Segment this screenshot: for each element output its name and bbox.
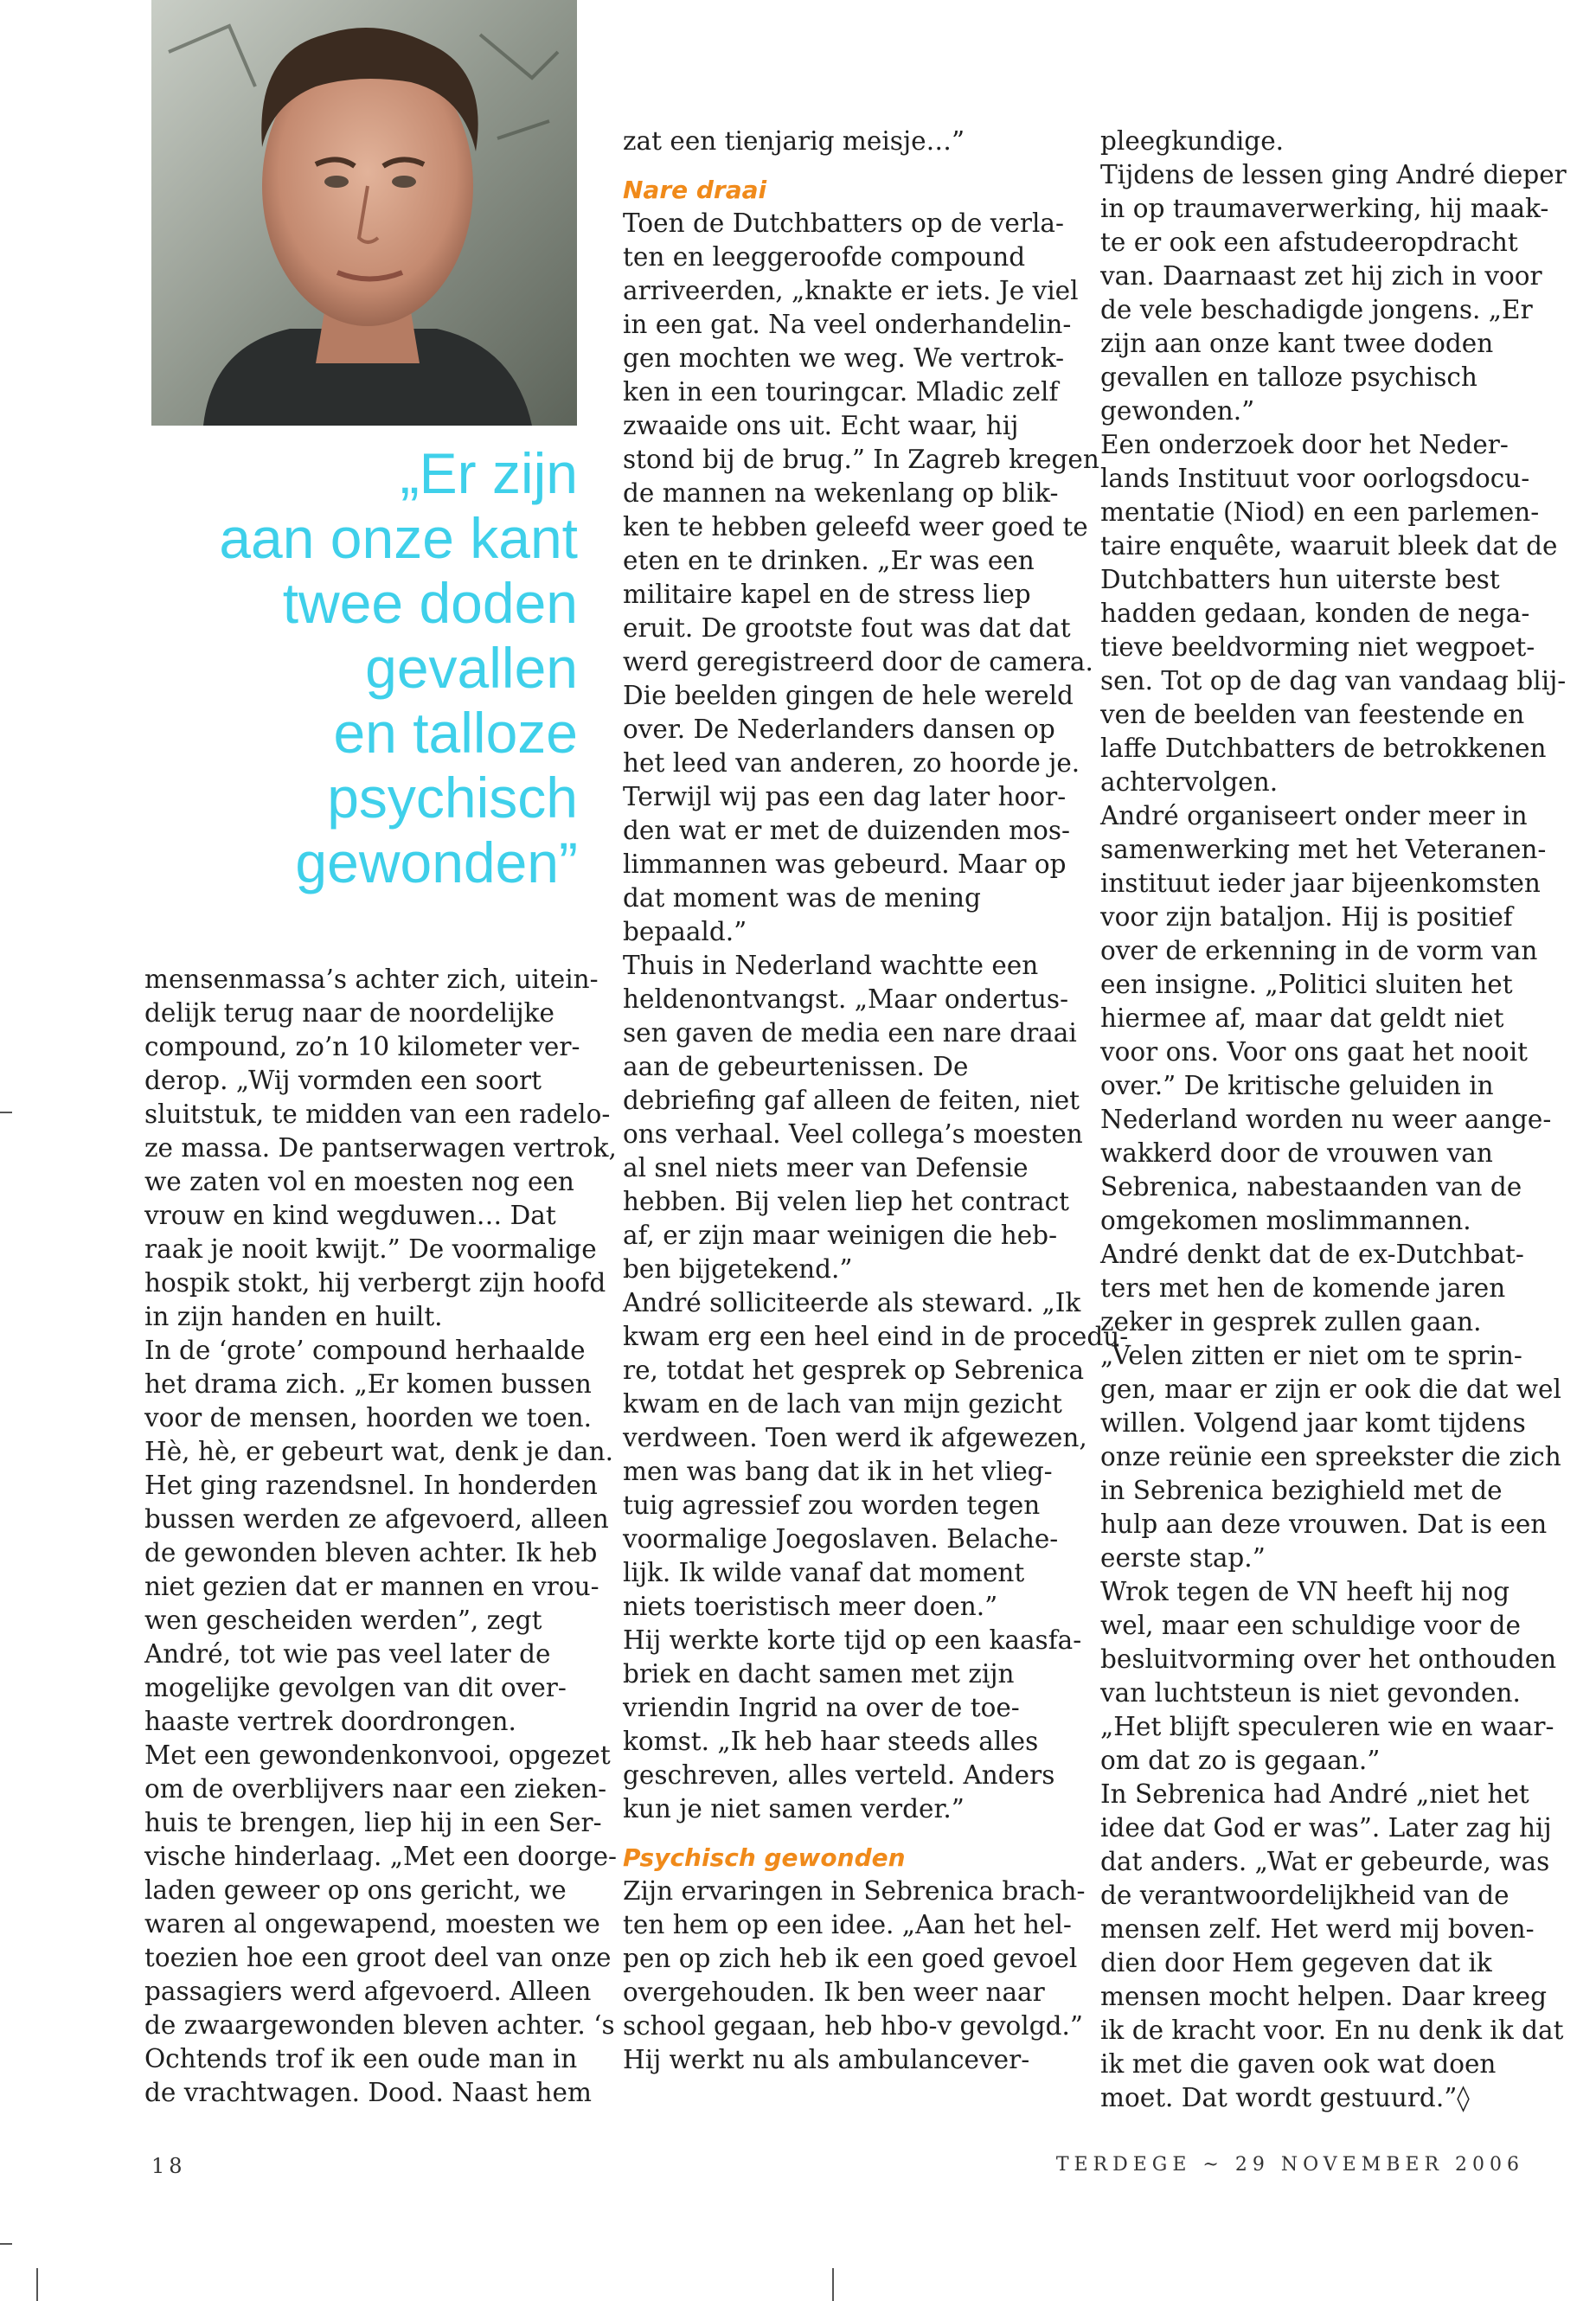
text-line: zat een tienjarig meisje…” <box>623 126 965 156</box>
pull-quote-line: gevallen <box>365 636 578 700</box>
text-line: pleegkundige. <box>1100 126 1285 156</box>
text-line: kwam erg een heel eind in de procedu- <box>623 1322 1129 1351</box>
text-line: Hè, hè, er gebeurt wat, denk je dan. <box>144 1437 613 1466</box>
text-line: in op traumaverwerking, hij maak- <box>1100 194 1549 223</box>
text-line: om de overblijvers naar een zieken- <box>144 1774 607 1804</box>
text-line: toezien hoe een groot deel van onze <box>144 1943 612 1972</box>
text-line: mensen zelf. Het werd mij boven- <box>1100 1914 1535 1944</box>
text-line: Hij werkte korte tijd op een kaasfa- <box>623 1625 1082 1655</box>
text-line: ken in een touringcar. Mladic zelf <box>623 377 1059 407</box>
text-line: limmannen was gebeurd. Maar op <box>623 849 1067 879</box>
text-line: taire enquête, waaruit bleek dat de <box>1100 531 1558 561</box>
text-line: een insigne. „Politici sluiten het <box>1100 970 1513 999</box>
text-line: af, er zijn maar weinigen die heb- <box>623 1221 1058 1250</box>
text-line: bussen werden ze afgevoerd, alleen <box>144 1504 609 1534</box>
text-line: André denkt dat de ex-Dutchbat- <box>1100 1240 1524 1269</box>
text-line: omgekomen moslimmannen. <box>1100 1206 1471 1235</box>
text-line: André solliciteerde als steward. „Ik <box>623 1288 1081 1317</box>
text-line: bepaald.” <box>623 917 747 946</box>
text-line: mensenmassa’s achter zich, uitein- <box>144 965 599 994</box>
text-line: raak je nooit kwijt.” De voormalige <box>144 1234 597 1264</box>
text-line: haaste vertrek doordrongen. <box>144 1707 516 1736</box>
crop-mark <box>0 2243 12 2245</box>
text-line: voor ons. Voor ons gaat het nooit <box>1100 1037 1528 1067</box>
text-line: Hij werkt nu als ambulancever- <box>623 2045 1030 2074</box>
text-line: ben bijgetekend.” <box>623 1254 853 1284</box>
text-line: Thuis in Nederland wachtte een <box>623 951 1039 980</box>
text-line: zijn aan onze kant twee doden <box>1100 329 1494 358</box>
text-line: Die beelden gingen de hele wereld <box>623 681 1074 710</box>
text-line: aan de gebeurtenissen. De <box>623 1052 969 1081</box>
text-line: in Sebrenica bezighield met de <box>1100 1476 1503 1505</box>
text-line: re, totdat het gesprek op Sebrenica <box>623 1356 1085 1385</box>
text-line: het leed van anderen, zo hoorde je. <box>623 748 1080 778</box>
text-line: derop. „Wij vormden een soort <box>144 1066 542 1095</box>
text-line: Dutchbatters hun uiterste best <box>1100 565 1500 594</box>
text-line: sluitstuk, te midden van een radelo- <box>144 1099 611 1129</box>
text-line: school gegaan, heb hbo-v gevolgd.” <box>623 2011 1083 2041</box>
text-line: de vele beschadigde jongens. „Er <box>1100 295 1533 324</box>
text-line: hiermee af, maar dat geldt niet <box>1100 1003 1504 1033</box>
text-line: ik met die gaven ook wat doen <box>1100 2049 1497 2079</box>
text-line: eruit. De grootste fout was dat dat <box>623 613 1071 643</box>
text-line: mogelijke gevolgen van dit over- <box>144 1673 567 1702</box>
text-line: passagiers werd afgevoerd. Alleen <box>144 1977 592 2006</box>
text-line: overgehouden. Ik ben weer naar <box>623 1977 1045 2007</box>
text-line: niets toeristisch meer doen.” <box>623 1592 998 1621</box>
pull-quote <box>138 441 578 895</box>
article-column-1 <box>144 963 618 2110</box>
text-line: de gewonden bleven achter. Ik heb <box>144 1538 598 1567</box>
text-line: „Velen zitten er niet om te sprin- <box>1100 1341 1522 1370</box>
text-line: vrouw en kind wegduwen… Dat <box>144 1201 556 1230</box>
text-line: hospik stokt, hij verbergt zijn hoofd <box>144 1268 606 1298</box>
text-line: te er ook een afstudeeropdracht <box>1100 228 1518 257</box>
text-line: het drama zich. „Er komen bussen <box>144 1369 592 1399</box>
text-line: instituut ieder jaar bijeenkomsten <box>1100 868 1541 898</box>
text-line: André, tot wie pas veel later de <box>144 1639 551 1669</box>
pull-quote-line: gewonden” <box>295 830 578 894</box>
text-line: Met een gewondenkonvooi, opgezet <box>144 1740 611 1770</box>
text-line: samenwerking met het Veteranen- <box>1100 835 1547 864</box>
text-line: over de erkenning in de vorm van <box>1100 936 1538 965</box>
text-line: mensen mocht helpen. Daar kreeg <box>1100 1982 1547 2011</box>
text-line: vische hinderlaag. „Met een doorge- <box>144 1842 618 1871</box>
text-line: mentatie (Niod) en een parlemen- <box>1100 497 1540 527</box>
text-line: om dat zo is gegaan.” <box>1100 1746 1381 1775</box>
text-line: hadden gedaan, konden de nega- <box>1100 599 1530 628</box>
text-line: eerste stap.” <box>1100 1543 1266 1573</box>
text-line: heldenontvangst. „Maar ondertus- <box>623 984 1069 1014</box>
text-line: ken te hebben geleefd weer goed te <box>623 512 1088 542</box>
text-line: de mannen na wekenlang op blik- <box>623 478 1059 508</box>
text-line: vriendin Ingrid na over de toe- <box>623 1693 1020 1722</box>
running-head: TERDEGE ~ 29 NOVEMBER 2006 <box>1055 2154 1524 2176</box>
portrait-illustration <box>151 0 577 426</box>
crop-mark <box>832 2268 834 2301</box>
text-line: geschreven, alles verteld. Anders <box>623 1760 1055 1790</box>
text-line: achtervolgen. <box>1100 767 1279 797</box>
text-line: dat moment was de mening <box>623 883 981 913</box>
text-line: Sebrenica, nabestaanden van de <box>1100 1172 1522 1202</box>
text-line: Ochtends trof ik een oude man in <box>144 2044 578 2073</box>
text-line: al snel niets meer van Defensie <box>623 1153 1029 1183</box>
text-line: Het ging razendsnel. In honderden <box>144 1471 598 1500</box>
subheading-psychisch-gewonden: Psychisch gewonden <box>623 1843 906 1872</box>
text-line: waren al ongewapend, moesten we <box>144 1909 600 1939</box>
article-column-3 <box>1100 125 1567 2115</box>
article-column-2 <box>623 125 1129 2077</box>
text-line: Terwijl wij pas een dag later hoor- <box>623 782 1067 811</box>
text-line: hulp aan deze vrouwen. Dat is een <box>1100 1509 1548 1539</box>
text-line: ons verhaal. Veel collega’s moesten <box>623 1119 1083 1149</box>
text-line: In de ‘grote’ compound herhaalde <box>144 1336 586 1365</box>
text-line: briek en dacht samen met zijn <box>623 1659 1015 1689</box>
text-line: voormalige Joegoslaven. Belache- <box>623 1524 1059 1554</box>
text-line: Wrok tegen de VN heeft hij nog <box>1100 1577 1510 1606</box>
pull-quote-line: „Er zijn <box>400 441 578 505</box>
text-line: besluitvorming over het onthouden <box>1100 1644 1557 1674</box>
text-line: tieve beeldvorming niet wegpoet- <box>1100 632 1535 662</box>
text-line: Een onderzoek door het Neder- <box>1100 430 1509 459</box>
text-line: voor zijn bataljon. Hij is positief <box>1100 902 1513 932</box>
text-line: verdween. Toen werd ik afgewezen, <box>623 1423 1087 1452</box>
text-line: ters met hen de komende jaren <box>1100 1273 1506 1303</box>
text-line: lands Instituut voor oorlogsdocu- <box>1100 464 1530 493</box>
pull-quote-line: en talloze <box>333 701 578 765</box>
text-line: pen op zich heb ik een goed gevoel <box>623 1944 1078 1973</box>
text-line: huis te brengen, liep hij in een Ser- <box>144 1808 602 1837</box>
text-line: van. Daarnaast zet hij zich in voor <box>1100 261 1542 291</box>
text-line: ven de beelden van feestende en <box>1100 700 1525 729</box>
text-line: komst. „Ik heb haar steeds alles <box>623 1727 1039 1756</box>
text-line: wel, maar een schuldige voor de <box>1100 1611 1521 1640</box>
text-line: in een gat. Na veel onderhandelin- <box>623 310 1072 339</box>
text-line: wen gescheiden werden”, zegt <box>144 1606 542 1635</box>
text-line: dat anders. „Wat er gebeurde, was <box>1100 1847 1550 1876</box>
crop-mark <box>36 2268 38 2301</box>
text-line: gen mochten we weg. We vertrok- <box>623 343 1065 373</box>
text-line: den wat er met de duizenden mos- <box>623 816 1070 845</box>
text-line: voor de mensen, hoorden we toen. <box>144 1403 593 1433</box>
text-line: werd geregistreerd door de camera. <box>623 647 1093 676</box>
text-line: gewonden.” <box>1100 396 1255 426</box>
text-line: de verantwoordelijkheid van de <box>1100 1881 1509 1910</box>
text-line: hebben. Bij velen liep het contract <box>623 1187 1069 1216</box>
text-line: moet. Dat wordt gestuurd.”◊ <box>1100 2083 1470 2112</box>
text-line: militaire kapel en de stress liep <box>623 580 1031 609</box>
text-line: idee dat God er was”. Later zag hij <box>1100 1813 1552 1843</box>
text-line: arriveerden, „knakte er iets. Je viel <box>623 276 1079 305</box>
text-line: „Het blijft speculeren wie en waar- <box>1100 1712 1554 1741</box>
text-line: debriefing gaf alleen de feiten, niet <box>623 1086 1080 1115</box>
text-line: van luchtsteun is niet gevonden. <box>1100 1678 1521 1708</box>
text-line: kun je niet samen verder.” <box>623 1794 965 1823</box>
text-line: sen gaven de media een nare draai <box>623 1018 1077 1048</box>
text-line: gevallen en talloze psychisch <box>1100 362 1477 392</box>
text-line: dien door Hem gegeven dat ik <box>1100 1948 1492 1977</box>
text-line: André organiseert onder meer in <box>1100 801 1528 830</box>
page-number: 18 <box>151 2154 187 2178</box>
text-line: laden geweer op ons gericht, we <box>144 1875 567 1905</box>
text-line: Zijn ervaringen in Sebrenica brach- <box>623 1876 1086 1906</box>
text-line: zeker in gesprek zullen gaan. <box>1100 1307 1482 1336</box>
text-line: eten en te drinken. „Er was een <box>623 546 1035 575</box>
text-line: Nederland worden nu weer aange- <box>1100 1105 1552 1134</box>
pull-quote-line: aan onze kant <box>219 506 578 570</box>
text-line: gen, maar er zijn er ook die dat wel <box>1100 1375 1561 1404</box>
text-line: willen. Volgend jaar komt tijdens <box>1100 1408 1526 1438</box>
text-line: stond bij de brug.” In Zagreb kregen <box>623 445 1099 474</box>
text-line: compound, zo’n 10 kilometer ver- <box>144 1032 580 1061</box>
text-line: Toen de Dutchbatters op de verla- <box>623 208 1064 238</box>
text-line: lijk. Ik wilde vanaf dat moment <box>623 1558 1025 1587</box>
portrait-photo <box>151 0 577 426</box>
text-line: over. De Nederlanders dansen op <box>623 715 1055 744</box>
text-line: sen. Tot op de dag van vandaag blij- <box>1100 666 1567 695</box>
text-line: onze reünie een spreekster die zich <box>1100 1442 1561 1471</box>
text-line: tuig agressief zou worden tegen <box>623 1490 1041 1520</box>
pull-quote-line: twee doden <box>282 571 578 635</box>
text-line: ten en leeggeroofde compound <box>623 242 1026 272</box>
text-line: men was bang dat ik in het vlieg- <box>623 1457 1053 1486</box>
text-line: kwam en de lach van mijn gezicht <box>623 1389 1062 1419</box>
text-line: delijk terug naar de noordelijke <box>144 998 554 1028</box>
text-line: niet gezien dat er mannen en vrou- <box>144 1572 599 1601</box>
text-line: Tijdens de lessen ging André dieper <box>1100 160 1567 189</box>
text-line: wakkerd door de vrouwen van <box>1100 1138 1493 1168</box>
text-line: we zaten vol en moesten nog een <box>144 1167 574 1196</box>
text-line: zwaaide ons uit. Echt waar, hij <box>623 411 1019 440</box>
text-line: ten hem op een idee. „Aan het hel- <box>623 1910 1072 1939</box>
text-line: de zwaargewonden bleven achter. ‘s <box>144 2010 615 2040</box>
text-line: ze massa. De pantserwagen vertrok, <box>144 1133 617 1163</box>
pull-quote-line: psychisch <box>327 766 578 830</box>
text-line: laffe Dutchbatters de betrokkenen <box>1100 734 1547 763</box>
text-line: ik de kracht voor. En nu denk ik dat <box>1100 2016 1564 2045</box>
text-line: over.” De kritische geluiden in <box>1100 1071 1494 1100</box>
subheading-nare-draai: Nare draai <box>623 176 767 204</box>
text-line: in zijn handen en huilt. <box>144 1302 443 1331</box>
text-line: de vrachtwagen. Dood. Naast hem <box>144 2078 592 2107</box>
crop-mark <box>0 1112 12 1113</box>
text-line: In Sebrenica had André „niet het <box>1100 1779 1529 1809</box>
